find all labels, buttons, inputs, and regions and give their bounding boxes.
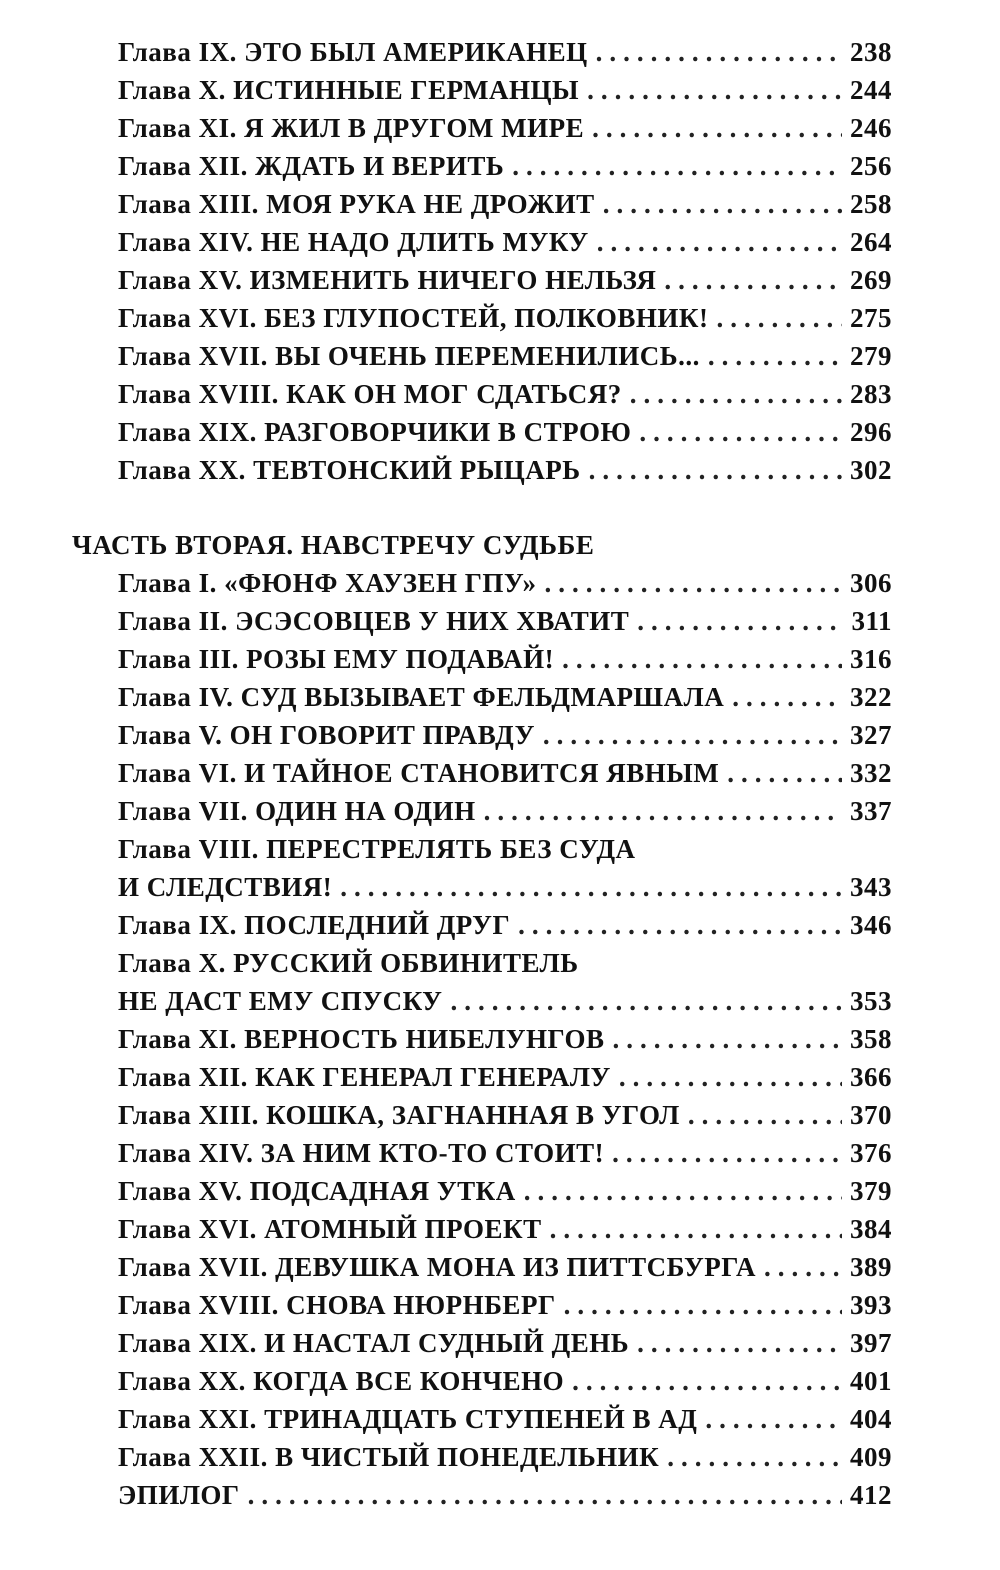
- toc-entry: [118, 224, 892, 260]
- toc-entry-epilogue: [118, 1477, 892, 1513]
- entry-page: 358: [850, 1024, 892, 1054]
- entry-title: Глава X. ИСТИННЫЕ ГЕРМАНЦЫ: [118, 75, 580, 105]
- entry-title: Глава XXI. ТРИНАДЦАТЬ СТУПЕНЕЙ В АД: [118, 1404, 698, 1434]
- dot-leader: [716, 300, 842, 336]
- entry-page: 370: [850, 1100, 892, 1130]
- dot-leader: [708, 338, 842, 374]
- entry-page: 279: [850, 341, 892, 371]
- dot-leader: [450, 983, 842, 1019]
- entry-title-line2: И СЛЕДСТВИЯ!: [118, 872, 333, 902]
- toc-entry: [118, 1097, 892, 1133]
- entry-page: 327: [850, 720, 892, 750]
- dot-leader: [587, 72, 842, 108]
- entry-page: 337: [850, 796, 892, 826]
- entry-title: Глава XIX. И НАСТАЛ СУДНЫЙ ДЕНЬ: [118, 1328, 630, 1358]
- dot-leader: [512, 148, 842, 184]
- entry-page: 258: [850, 189, 892, 219]
- entry-page: 409: [850, 1442, 892, 1472]
- dot-leader: [637, 1325, 842, 1361]
- dot-leader: [764, 1249, 842, 1285]
- dot-leader: [603, 186, 842, 222]
- dot-leader: [639, 414, 842, 450]
- dot-leader: [727, 755, 842, 791]
- entry-page: 306: [850, 568, 892, 598]
- entry-title: Глава XIII. КОШКА, ЗАГНАННАЯ В УГОЛ: [118, 1100, 680, 1130]
- dot-leader: [612, 1135, 842, 1171]
- entry-page: 244: [850, 75, 892, 105]
- entry-title: Глава XIX. РАЗГОВОРЧИКИ В СТРОЮ: [118, 417, 632, 447]
- entry-title: Глава IV. СУД ВЫЗЫВАЕТ ФЕЛЬДМАРШАЛА: [118, 682, 725, 712]
- dot-leader: [572, 1363, 842, 1399]
- toc-entry: [118, 338, 892, 374]
- dot-leader: [564, 1287, 842, 1323]
- dot-leader: [524, 1173, 842, 1209]
- dot-leader: [619, 1059, 842, 1095]
- entry-title: Глава XVI. БЕЗ ГЛУПОСТЕЙ, ПОЛКОВНИК!: [118, 303, 709, 333]
- entry-title-line2: НЕ ДАСТ ЕМУ СПУСКУ: [118, 986, 443, 1016]
- entry-title: Глава XIII. МОЯ РУКА НЕ ДРОЖИТ: [118, 189, 595, 219]
- entry-page: 332: [850, 758, 892, 788]
- toc-entry: [118, 603, 892, 639]
- dot-leader: [613, 1021, 842, 1057]
- entry-title: Глава IX. ЭТО БЫЛ АМЕРИКАНЕЦ: [118, 37, 588, 67]
- entry-title: Глава XX. ТЕВТОНСКИЙ РЫЦАРЬ: [118, 455, 581, 485]
- entry-title-line1: Глава VIII. ПЕРЕСТРЕЛЯТЬ БЕЗ СУДА: [118, 834, 636, 864]
- entry-title: Глава XXII. В ЧИСТЫЙ ПОНЕДЕЛЬНИК: [118, 1442, 660, 1472]
- toc-entry: [118, 983, 892, 1019]
- entry-title: Глава XV. ПОДСАДНАЯ УТКА: [118, 1176, 516, 1206]
- entry-page: 275: [850, 303, 892, 333]
- dot-leader: [543, 717, 842, 753]
- toc-entry: [118, 869, 892, 905]
- toc-entry: [118, 1287, 892, 1323]
- entry-page: 283: [850, 379, 892, 409]
- entry-title: Глава XIV. ЗА НИМ КТО-ТО СТОИТ!: [118, 1138, 605, 1168]
- toc-entry: [118, 1325, 892, 1361]
- toc-entry: [118, 907, 892, 943]
- entry-title: Глава XIV. НЕ НАДО ДЛИТЬ МУКУ: [118, 227, 589, 257]
- entry-title: Глава II. ЭСЭСОВЦЕВ У НИХ ХВАТИТ: [118, 606, 630, 636]
- entry-title: Глава XVIII. КАК ОН МОГ СДАТЬСЯ?: [118, 379, 622, 409]
- dot-leader: [562, 641, 842, 677]
- entry-page: 404: [850, 1404, 892, 1434]
- entry-title: Глава VI. И ТАЙНОЕ СТАНОВИТСЯ ЯВНЫМ: [118, 758, 720, 788]
- entry-page: 366: [850, 1062, 892, 1092]
- dot-leader: [592, 110, 842, 146]
- entry-page: 264: [850, 227, 892, 257]
- entry-page: 311: [851, 606, 892, 636]
- entry-title: Глава XVII. ВЫ ОЧЕНЬ ПЕРЕМЕНИЛИСЬ...: [118, 341, 700, 371]
- entry-title: Глава XV. ИЗМЕНИТЬ НИЧЕГО НЕЛЬЗЯ: [118, 265, 657, 295]
- entry-title: Глава XI. ВЕРНОСТЬ НИБЕЛУНГОВ: [118, 1024, 605, 1054]
- toc-entry: [118, 1439, 892, 1475]
- toc-entry: [118, 1059, 892, 1095]
- toc-entry: [118, 72, 892, 108]
- toc-entry: [118, 679, 892, 715]
- entry-page: 256: [850, 151, 892, 181]
- toc-entry: [118, 1135, 892, 1171]
- dot-leader: [550, 1211, 842, 1247]
- dot-leader: [630, 376, 842, 412]
- toc-entry: [118, 34, 892, 70]
- entry-title: Глава XII. КАК ГЕНЕРАЛ ГЕНЕРАЛУ: [118, 1062, 611, 1092]
- toc-entry: [118, 641, 892, 677]
- toc-entry: [118, 186, 892, 222]
- entry-page: 393: [850, 1290, 892, 1320]
- entry-page: 397: [850, 1328, 892, 1358]
- dot-leader: [545, 565, 842, 601]
- dot-leader: [248, 1477, 842, 1513]
- toc-entry: [118, 1363, 892, 1399]
- entry-page: 384: [850, 1214, 892, 1244]
- entry-page: 238: [850, 37, 892, 67]
- dot-leader: [597, 224, 842, 260]
- entry-page: 316: [850, 644, 892, 674]
- entry-title: Глава XX. КОГДА ВСЕ КОНЧЕНО: [118, 1366, 565, 1396]
- dot-leader: [688, 1097, 842, 1133]
- dot-leader: [340, 869, 842, 905]
- dot-leader: [664, 262, 842, 298]
- toc-entry: [118, 148, 892, 184]
- entry-page: 269: [850, 265, 892, 295]
- entry-title: Глава VII. ОДИН НА ОДИН: [118, 796, 476, 826]
- dot-leader: [732, 679, 842, 715]
- dot-leader: [596, 34, 842, 70]
- toc-entry: [118, 1021, 892, 1057]
- toc-entry: [118, 565, 892, 601]
- toc-entry: [118, 1401, 892, 1437]
- entry-title: Глава V. ОН ГОВОРИТ ПРАВДУ: [118, 720, 535, 750]
- entry-page: 302: [850, 455, 892, 485]
- entry-title: Глава XVII. ДЕВУШКА МОНА ИЗ ПИТТСБУРГА: [118, 1252, 757, 1282]
- entry-page: 246: [850, 113, 892, 143]
- entry-page: 389: [850, 1252, 892, 1282]
- entry-page: 401: [850, 1366, 892, 1396]
- dot-leader: [705, 1401, 842, 1437]
- entry-title: Глава XII. ЖДАТЬ И ВЕРИТЬ: [118, 151, 505, 181]
- entry-page: 322: [850, 682, 892, 712]
- entry-page: 353: [850, 986, 892, 1016]
- toc-entry: [118, 414, 892, 450]
- entry-page: 346: [850, 910, 892, 940]
- part-heading: ЧАСТЬ ВТОРАЯ. НАВСТРЕЧУ СУДЬБЕ: [72, 530, 595, 560]
- entry-page: 376: [850, 1138, 892, 1168]
- entry-page: 412: [850, 1480, 892, 1510]
- entry-title-line1: Глава X. РУССКИЙ ОБВИНИТЕЛЬ: [118, 948, 579, 978]
- entry-page: 379: [850, 1176, 892, 1206]
- toc-entry: [118, 1173, 892, 1209]
- dot-leader: [518, 907, 842, 943]
- entry-title: Глава IX. ПОСЛЕДНИЙ ДРУГ: [118, 910, 511, 940]
- entry-title: Глава I. «ФЮНФ ХАУЗЕН ГПУ»: [118, 568, 537, 598]
- toc-entry: [118, 300, 892, 336]
- dot-leader: [667, 1439, 842, 1475]
- entry-title: ЭПИЛОГ: [118, 1480, 240, 1510]
- toc-entry: [118, 262, 892, 298]
- dot-leader: [484, 793, 842, 829]
- entry-title: Глава XVI. АТОМНЫЙ ПРОЕКТ: [118, 1214, 542, 1244]
- toc-entry: [118, 452, 892, 488]
- dot-leader: [589, 452, 842, 488]
- toc-entry: [118, 1249, 892, 1285]
- toc-entry: [118, 793, 892, 829]
- entry-page: 296: [850, 417, 892, 447]
- dot-leader: [637, 603, 843, 639]
- entry-page: 343: [850, 872, 892, 902]
- toc-entry: [118, 376, 892, 412]
- entry-title: Глава XI. Я ЖИЛ В ДРУГОМ МИРЕ: [118, 113, 585, 143]
- entry-title: Глава XVIII. СНОВА НЮРНБЕРГ: [118, 1290, 556, 1320]
- toc-entry: [118, 717, 892, 753]
- toc-entry: [118, 755, 892, 791]
- toc-entry: [118, 110, 892, 146]
- entry-title: Глава III. РОЗЫ ЕМУ ПОДАВАЙ!: [118, 644, 555, 674]
- toc-entry: [118, 1211, 892, 1247]
